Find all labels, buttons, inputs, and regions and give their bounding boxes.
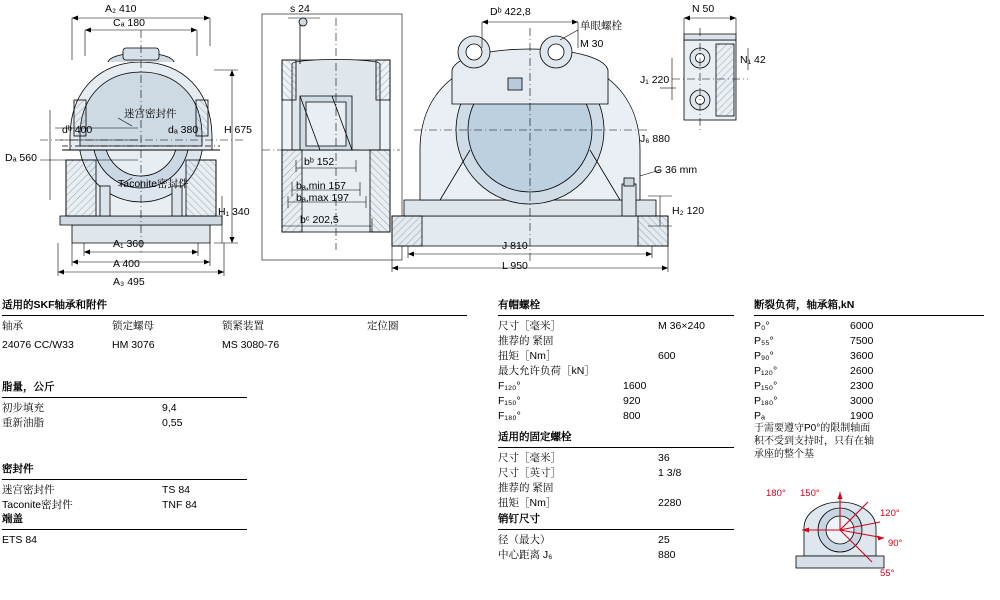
table-grease bbox=[2, 380, 252, 431]
drawing-svg bbox=[0, 0, 1000, 292]
table-fixbolts bbox=[498, 430, 738, 511]
capbolt-size-mm-value: M 36×240 bbox=[658, 320, 705, 332]
capbolt-maxload-label: 最大允许负荷［kN］ bbox=[498, 365, 595, 377]
angle-90-label: 90° bbox=[888, 538, 903, 549]
table-row bbox=[498, 481, 738, 496]
dim-N1: N₁ 42 bbox=[740, 54, 766, 66]
table-seals bbox=[2, 462, 252, 513]
fixbolt-size-mm-value: 36 bbox=[658, 452, 670, 464]
angle-180-label: 180° bbox=[766, 488, 786, 499]
load-p120-value: 2600 bbox=[850, 365, 874, 377]
angle-150-label: 150° bbox=[800, 488, 820, 499]
dim-da-inner: dₐ 380 bbox=[168, 124, 199, 136]
table-loads-title: 断裂负荷，轴承箱,kN bbox=[754, 299, 855, 311]
cell-lockdevice: MS 3080-76 bbox=[222, 339, 280, 351]
grease-relub-value: 0,55 bbox=[162, 417, 183, 429]
table-row bbox=[498, 496, 738, 511]
seal-labyrinth-label: 迷宫密封件 bbox=[2, 484, 55, 496]
seal-labyrinth-value: TS 84 bbox=[162, 484, 191, 496]
dim-s: s 24 bbox=[290, 3, 310, 15]
load-p55-value: 7500 bbox=[850, 335, 874, 347]
table-row bbox=[498, 409, 738, 424]
dim-A2: A₂ 410 bbox=[105, 3, 137, 15]
table-bearings bbox=[2, 298, 472, 353]
loads-note: 于需要遵守P0°的限制轴面积不受到支持时，只有在轴承座的整个基 bbox=[754, 423, 874, 460]
load-p180-label: P₁₈₀° bbox=[754, 395, 778, 407]
dowel-dia-value: 25 bbox=[658, 534, 670, 546]
table-row bbox=[498, 364, 738, 379]
dim-A: A 400 bbox=[113, 258, 140, 270]
table-row bbox=[754, 379, 994, 394]
fixbolt-torque-label: 扭矩［Nm］ bbox=[498, 497, 557, 509]
dim-G: G 36 mm bbox=[654, 164, 698, 176]
load-p0-label: P₀° bbox=[754, 320, 770, 332]
capbolt-tightening-label: 推荐的 紧固 bbox=[498, 335, 554, 347]
load-pa-value: 1900 bbox=[850, 410, 874, 422]
cell-locknut: HM 3076 bbox=[112, 339, 155, 351]
table-seals-title: 密封件 bbox=[2, 463, 34, 475]
angle-55-label: 55° bbox=[880, 568, 895, 579]
table-row bbox=[498, 334, 738, 349]
table-dowel bbox=[498, 512, 738, 563]
table-fixbolts-title: 适用的固定螺栓 bbox=[498, 431, 572, 443]
table-capbolts bbox=[498, 298, 738, 424]
capbolt-size-mm-label: 尺寸［毫米］ bbox=[498, 320, 561, 332]
dowel-center-value: 880 bbox=[658, 549, 676, 561]
dim-J1: J₁ 220 bbox=[640, 74, 670, 86]
table-row bbox=[754, 364, 994, 379]
dim-Ca: Cₐ 180 bbox=[113, 17, 145, 29]
dowel-dia-label: 径（最大） bbox=[498, 534, 551, 546]
dim-J6: J₆ 880 bbox=[640, 133, 670, 145]
load-p90-value: 3600 bbox=[850, 350, 874, 362]
dim-Da: Dₐ 560 bbox=[5, 152, 37, 164]
table-row bbox=[2, 416, 252, 431]
load-pa-label: Pₐ bbox=[754, 410, 765, 422]
table-dowel-title: 销钉尺寸 bbox=[498, 513, 540, 525]
table-row bbox=[498, 319, 738, 334]
dowel-center-label: 中心距离 J₆ bbox=[498, 549, 553, 561]
angle-120-label: 120° bbox=[880, 508, 900, 519]
dim-J: J 810 bbox=[502, 240, 528, 252]
table-row bbox=[2, 483, 252, 498]
dim-H: H 675 bbox=[224, 124, 253, 136]
table-row bbox=[754, 394, 994, 409]
dim-L: L 950 bbox=[502, 260, 528, 272]
capbolt-torque-value: 600 bbox=[658, 350, 676, 362]
dim-H2: H₂ 120 bbox=[672, 205, 705, 217]
dim-ba-min: bₐ,min 157 bbox=[296, 180, 347, 192]
load-p120-label: P₁₂₀° bbox=[754, 365, 778, 377]
col-header-stabilizingring: 定位圈 bbox=[367, 320, 399, 332]
table-row bbox=[498, 548, 738, 563]
load-p90-label: P₉₀° bbox=[754, 350, 774, 362]
table-row bbox=[2, 498, 252, 513]
capbolt-f180-value: 800 bbox=[623, 410, 641, 422]
capbolt-f150-label: F₁₅₀° bbox=[498, 395, 521, 407]
cell-bearing: 24076 CC/W33 bbox=[2, 339, 74, 351]
dim-H1: H₁ 340 bbox=[218, 206, 250, 218]
label-labyrinth-seal: 迷宫密封件 bbox=[124, 108, 177, 120]
load-p150-label: P₁₅₀° bbox=[754, 380, 778, 392]
table-row bbox=[2, 338, 472, 353]
fixbolt-torque-value: 2280 bbox=[658, 497, 682, 509]
fixbolt-size-in-label: 尺寸［英寸］ bbox=[498, 467, 561, 479]
fixbolt-size-in-value: 1 3/8 bbox=[658, 467, 682, 479]
col-header-bearing: 轴承 bbox=[2, 320, 23, 332]
table-endcover-title: 端盖 bbox=[2, 513, 23, 525]
label-eyebolt: 单眼螺栓 bbox=[580, 20, 622, 32]
dim-A1: A₁ 360 bbox=[113, 238, 144, 250]
grease-initial-label: 初步填充 bbox=[2, 402, 44, 414]
grease-relub-label: 重新油脂 bbox=[2, 417, 44, 429]
table-row bbox=[754, 349, 994, 364]
load-p0-value: 6000 bbox=[850, 320, 874, 332]
col-header-lockdevice: 锁紧装置 bbox=[222, 320, 264, 332]
table-row bbox=[754, 334, 994, 349]
table-endcover bbox=[2, 512, 252, 548]
technical-drawing-area bbox=[0, 0, 1000, 290]
capbolt-f120-value: 1600 bbox=[623, 380, 647, 392]
label-eyebolt-size: M 30 bbox=[580, 38, 604, 50]
table-row bbox=[2, 533, 252, 548]
capbolt-f150-value: 920 bbox=[623, 395, 641, 407]
load-p150-value: 2300 bbox=[850, 380, 874, 392]
table-row bbox=[498, 349, 738, 364]
seal-taconite-label: Taconite密封件 bbox=[2, 499, 73, 511]
table-row bbox=[754, 319, 994, 334]
load-p55-label: P₅₅° bbox=[754, 335, 774, 347]
table-row bbox=[498, 533, 738, 548]
label-taconite-seal: Taconite密封件 bbox=[118, 178, 189, 190]
dim-ba-max: bₐ,max 197 bbox=[296, 192, 349, 204]
table-loads bbox=[754, 298, 994, 424]
dim-N: N 50 bbox=[692, 3, 715, 15]
grease-initial-value: 9,4 bbox=[162, 402, 177, 414]
table-grease-title: 脂量，公斤 bbox=[2, 381, 55, 393]
dim-Db: Dᵇ 422,8 bbox=[490, 6, 531, 18]
col-header-locknut: 锁定螺母 bbox=[112, 320, 154, 332]
capbolt-f120-label: F₁₂₀° bbox=[498, 380, 521, 392]
load-p180-value: 3000 bbox=[850, 395, 874, 407]
seal-taconite-value: TNF 84 bbox=[162, 499, 198, 511]
table-row bbox=[2, 401, 252, 416]
capbolt-torque-label: 扭矩［Nm］ bbox=[498, 350, 557, 362]
dim-bb: bᵇ 152 bbox=[304, 156, 335, 168]
endcover-label: ETS 84 bbox=[2, 534, 38, 546]
table-row bbox=[498, 451, 738, 466]
table-row bbox=[498, 379, 738, 394]
capbolt-f180-label: F₁₈₀° bbox=[498, 410, 521, 422]
table-bearings-title: 适用的SKF轴承和附件 bbox=[2, 299, 107, 311]
dim-bc: bᶜ 202,5 bbox=[300, 214, 339, 226]
table-row bbox=[498, 466, 738, 481]
dim-A3: A₃ 495 bbox=[113, 276, 145, 288]
fixbolt-size-mm-label: 尺寸［毫米］ bbox=[498, 452, 561, 464]
table-row bbox=[498, 394, 738, 409]
fixbolt-tightening-label: 推荐的 紧固 bbox=[498, 482, 554, 494]
dim-db: dᵇ 400 bbox=[62, 124, 93, 136]
table-capbolts-title: 有帽螺栓 bbox=[498, 299, 540, 311]
